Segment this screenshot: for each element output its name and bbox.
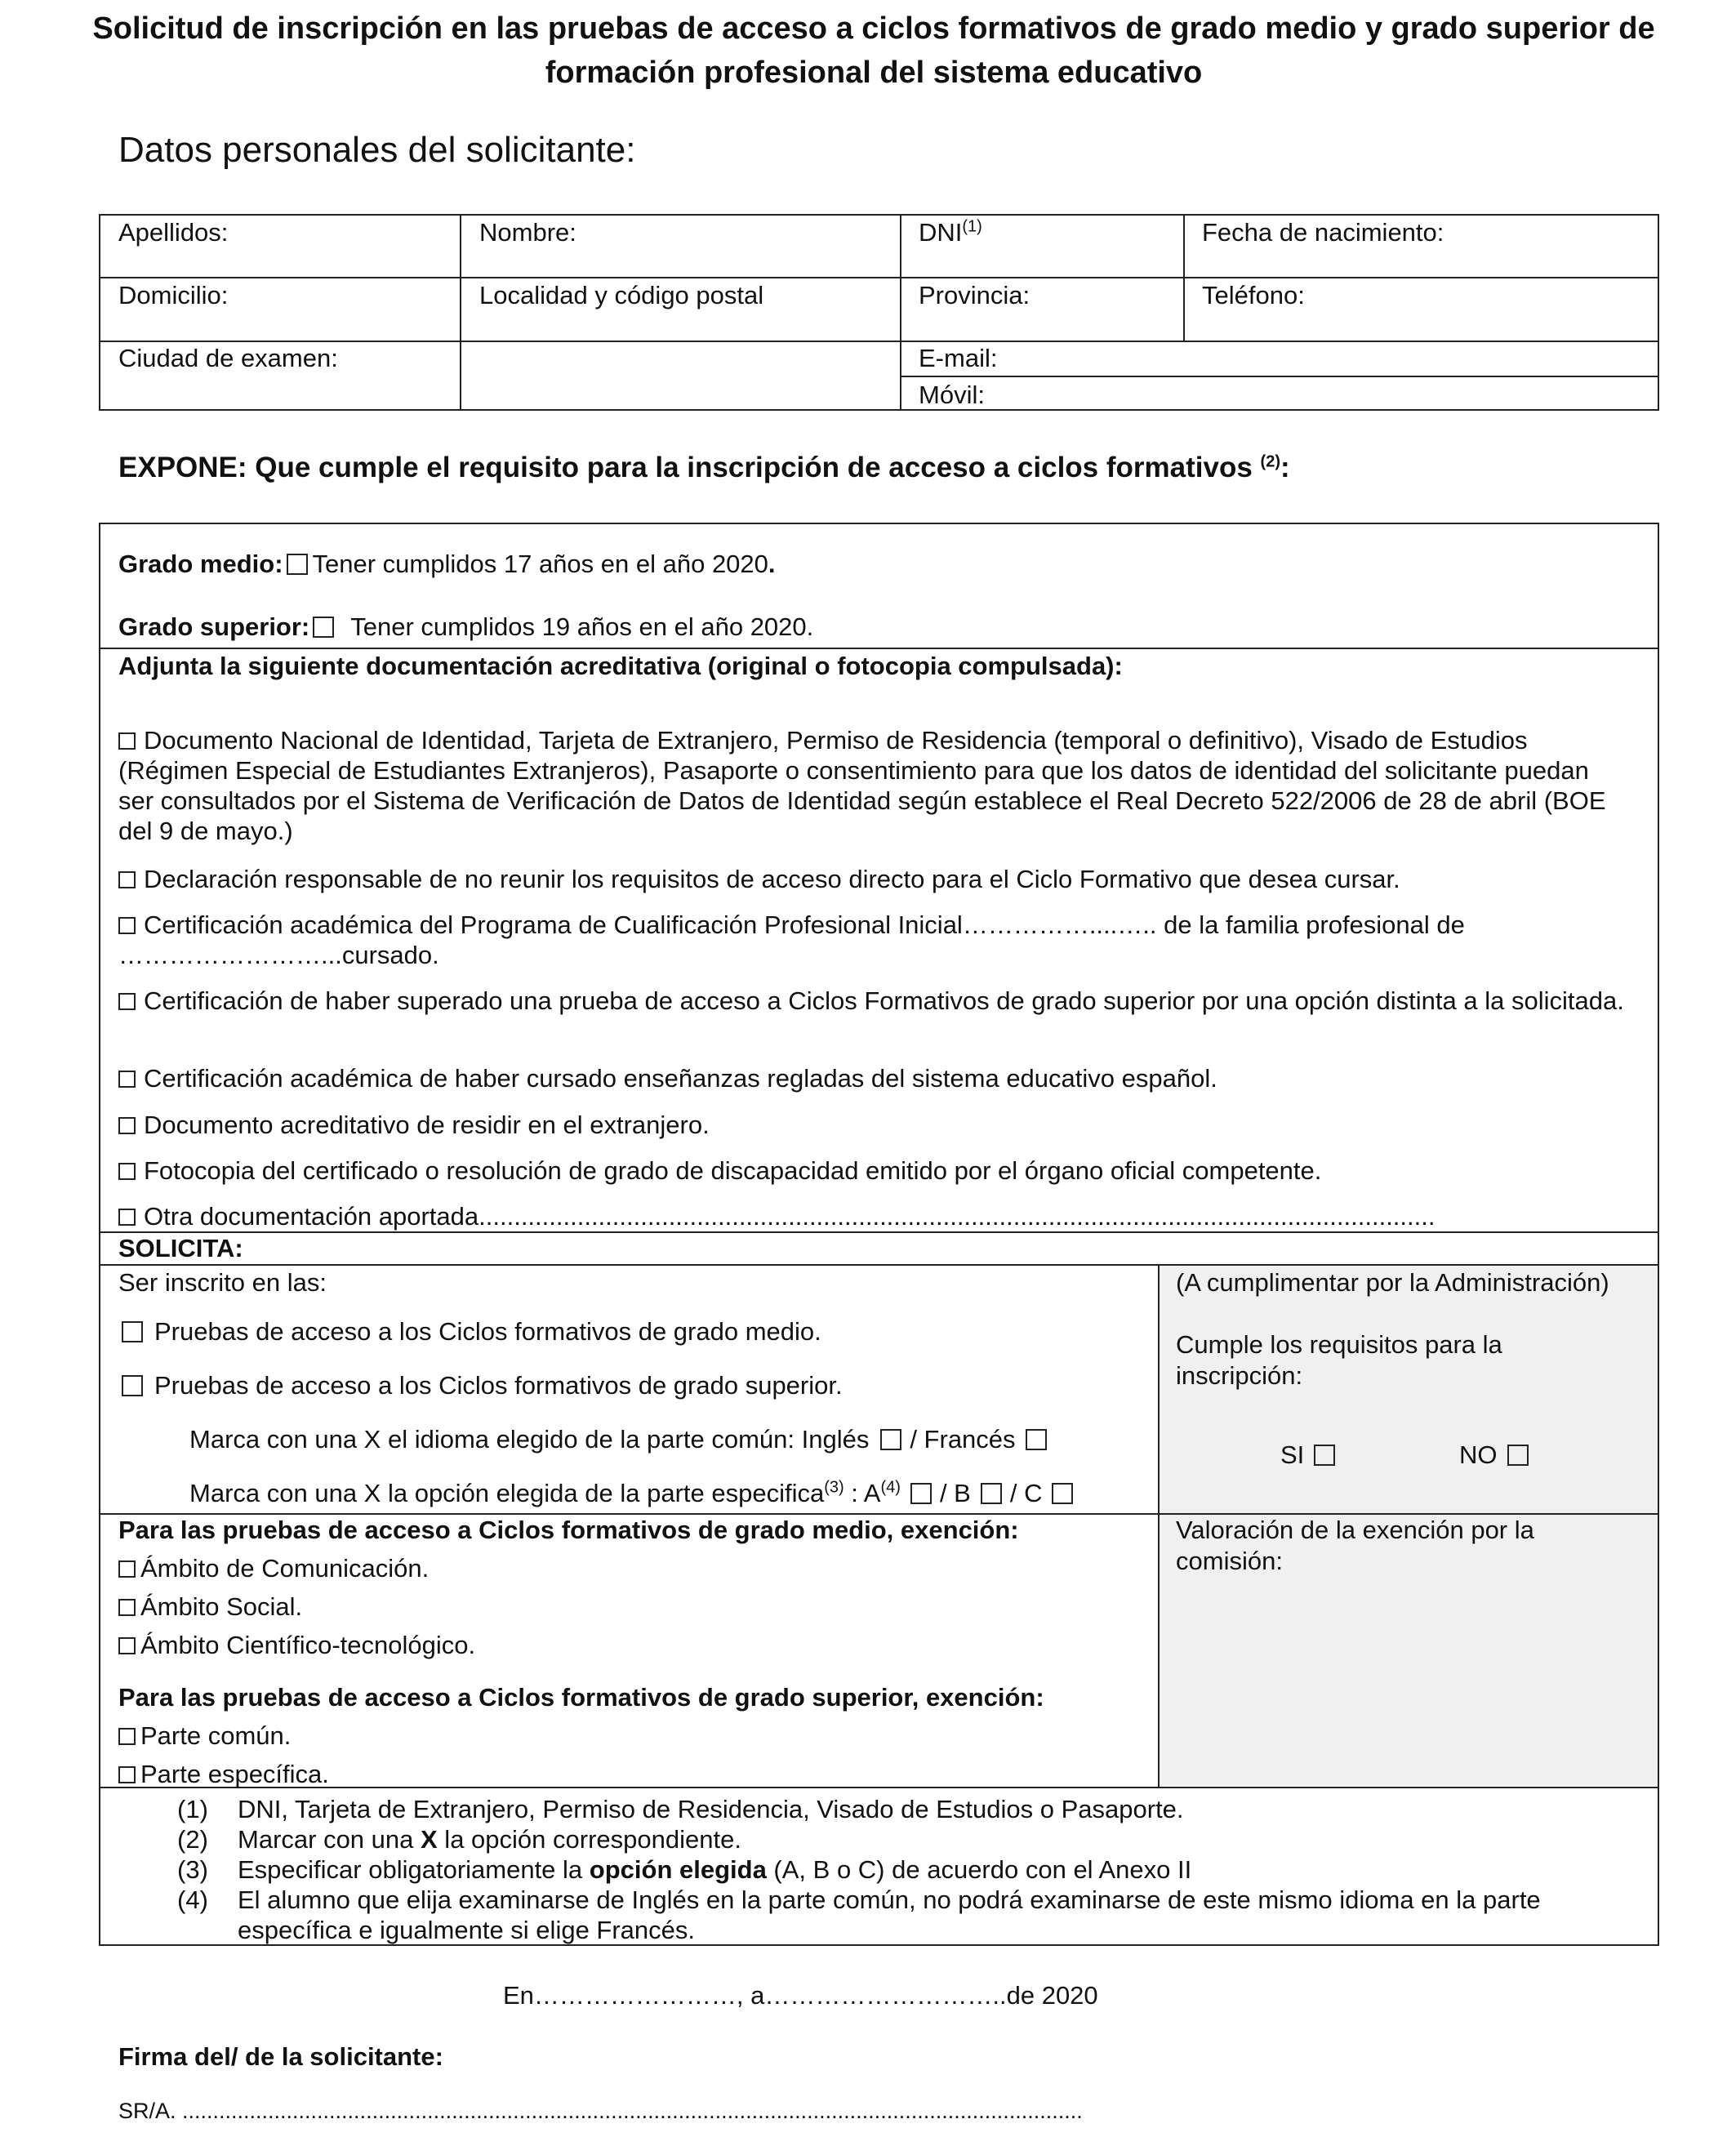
exencion-medio-item bbox=[118, 1553, 429, 1584]
option-grado-medio-label: Pruebas de acceso a los Ciclos formativos de grado medio. bbox=[154, 1317, 821, 1346]
admin-si-label: SI bbox=[1280, 1440, 1305, 1469]
doc-item-text: Fotocopia del certificado o resolución de grado de discapacidad emitido por el órgano oficial competente. bbox=[144, 1156, 1322, 1185]
doc-item bbox=[118, 986, 1629, 1016]
exencion-superior-item bbox=[118, 1721, 291, 1752]
personal-data-heading: Datos personales del solicitante: bbox=[118, 130, 636, 170]
exencion-item-text: Ámbito Científico-tecnológico. bbox=[140, 1631, 476, 1659]
admin-no-label: NO bbox=[1459, 1440, 1498, 1469]
box-divider bbox=[1158, 1264, 1160, 1787]
exencion-checkbox[interactable] bbox=[118, 1637, 136, 1654]
exencion-checkbox[interactable] bbox=[118, 1766, 136, 1783]
exencion-medio-item bbox=[118, 1592, 302, 1623]
signature-label: Firma del/ de la solicitante: bbox=[118, 2042, 443, 2071]
doc-item-text: Certificación académica de haber cursado enseñanzas regladas del sistema educativo español. bbox=[144, 1064, 1217, 1093]
idioma-text: Marca con una X el idioma elegido de la parte común: Inglés bbox=[189, 1425, 870, 1454]
doc-item-text: Otra documentación aportada........................................................................................................................................ bbox=[144, 1202, 1436, 1231]
exencion-checkbox[interactable] bbox=[118, 1599, 136, 1616]
exencion-item-text: Ámbito de Comunicación. bbox=[140, 1554, 430, 1583]
admin-heading: (A cumplimentar por la Administración) bbox=[1176, 1268, 1609, 1297]
exencion-item-text: Parte específica. bbox=[140, 1760, 329, 1788]
grado-medio-label: Grado medio: bbox=[118, 550, 283, 578]
footnote-text-post: la opción correspondiente. bbox=[437, 1825, 741, 1854]
doc-checkbox[interactable] bbox=[118, 993, 136, 1010]
grado-medio-text: Tener cumplidos 17 años en el año 2020 bbox=[312, 550, 768, 578]
footnote-text bbox=[238, 1854, 1626, 1885]
field-ciudad-examen[interactable]: Ciudad de examen: bbox=[118, 344, 338, 372]
exencion-superior-item bbox=[118, 1759, 329, 1790]
opcion-c-label: / C bbox=[1009, 1479, 1043, 1507]
grado-medio-checkbox[interactable] bbox=[287, 554, 308, 575]
doc-item bbox=[118, 1110, 1629, 1140]
admin-no-checkbox[interactable] bbox=[1507, 1445, 1529, 1466]
doc-item bbox=[118, 1063, 1629, 1093]
footnote-text: DNI, Tarjeta de Extranjero, Permiso de Residencia, Visado de Estudios o Pasaporte. bbox=[238, 1795, 1184, 1823]
opcion-selection bbox=[189, 1478, 1078, 1509]
footnote-text-post: (A, B o C) de acuerdo con el Anexo II bbox=[766, 1855, 1192, 1884]
table-divider bbox=[1183, 214, 1185, 341]
dni-label: DNI bbox=[919, 218, 963, 247]
footnote-number: (1) bbox=[177, 1795, 208, 1823]
doc-item-text: Documento acreditativo de residir en el extranjero. bbox=[144, 1111, 710, 1139]
doc-item bbox=[118, 910, 1629, 970]
requisito-grado-medio bbox=[118, 549, 776, 580]
footnote-text-pre: Especificar obligatoriamente la bbox=[238, 1855, 590, 1884]
expone-text: EXPONE: Que cumple el requisito para la inscripción de acceso a ciclos formativos bbox=[118, 452, 1261, 483]
opcion-a-checkbox[interactable] bbox=[910, 1483, 932, 1504]
field-localidad[interactable]: Localidad y código postal bbox=[479, 281, 764, 309]
opcion-note4: (4) bbox=[880, 1478, 901, 1497]
option-grado-medio bbox=[118, 1316, 821, 1347]
opcion-a-label: : A bbox=[844, 1479, 881, 1507]
doc-item-text: Certificación académica del Programa de Cualificación Profesional Inicial……………....….. de la familia profesional de ……………………...cursado. bbox=[118, 910, 1465, 969]
table-divider bbox=[900, 376, 1659, 377]
table-divider bbox=[460, 214, 461, 411]
footnote-text: El alumno que elija examinarse de Inglés en la parte común, no podrá examinarse de este mismo idioma en la parte específica e igualmente si elige Francés. bbox=[238, 1885, 1541, 1944]
doc-checkbox[interactable] bbox=[118, 1117, 136, 1134]
option-grado-superior-label: Pruebas de acceso a los Ciclos formativos de grado superior. bbox=[154, 1371, 843, 1400]
table-divider bbox=[900, 214, 901, 411]
opcion-text: Marca con una X la opción elegida de la parte especifica bbox=[189, 1479, 825, 1507]
grado-medio-dot: . bbox=[768, 550, 776, 578]
grado-superior-checkbox[interactable] bbox=[313, 617, 334, 638]
field-dni[interactable] bbox=[919, 217, 982, 248]
expone-colon: : bbox=[1280, 452, 1290, 483]
exencion-medio-heading: Para las pruebas de acceso a Ciclos formativos de grado medio, exención: bbox=[118, 1516, 1019, 1544]
doc-item bbox=[118, 864, 1629, 894]
frances-checkbox[interactable] bbox=[1026, 1429, 1047, 1450]
doc-checkbox[interactable] bbox=[118, 1209, 136, 1226]
doc-item-text: Certificación de haber superado una prueba de acceso a Ciclos Formativos de grado superior por una opción distinta a la solicitada. bbox=[144, 986, 1624, 1015]
field-telefono[interactable]: Teléfono: bbox=[1202, 281, 1305, 309]
idioma-selection bbox=[189, 1424, 1052, 1455]
opcion-b-label: / B bbox=[939, 1479, 971, 1507]
box-divider bbox=[99, 1787, 1659, 1788]
doc-item bbox=[118, 725, 1629, 846]
admin-si bbox=[1280, 1440, 1340, 1471]
box-divider bbox=[99, 1231, 1659, 1233]
recipient-line[interactable]: SR/A. ................................................................................................................................................... bbox=[118, 2099, 1083, 2123]
ser-inscrito-label: Ser inscrito en las: bbox=[118, 1268, 327, 1297]
footnote-number: (3) bbox=[177, 1855, 208, 1884]
documentacion-heading: Adjunta la siguiente documentación acreditativa (original o fotocopia compulsada): bbox=[118, 652, 1123, 680]
option-grado-superior bbox=[118, 1370, 843, 1401]
dni-note-ref: (1) bbox=[962, 217, 982, 236]
doc-item bbox=[118, 1155, 1629, 1186]
footnote-number: (4) bbox=[177, 1885, 208, 1914]
box-divider bbox=[99, 648, 1659, 649]
doc-checkbox[interactable] bbox=[118, 1163, 136, 1180]
footnote-text-pre: Marcar con una bbox=[238, 1825, 421, 1854]
field-nombre[interactable]: Nombre: bbox=[479, 218, 576, 247]
grado-superior-text: Tener cumplidos 19 años en el año 2020. bbox=[350, 612, 814, 641]
doc-checkbox[interactable] bbox=[118, 917, 136, 934]
doc-checkbox[interactable] bbox=[118, 871, 136, 888]
exencion-superior-heading: Para las pruebas de acceso a Ciclos formativos de grado superior, exención: bbox=[118, 1683, 1044, 1712]
expone-note-ref: (2) bbox=[1260, 452, 1280, 471]
expone-heading bbox=[118, 451, 1290, 485]
option-grado-superior-checkbox[interactable] bbox=[122, 1375, 143, 1396]
table-divider bbox=[99, 277, 1659, 278]
option-grado-medio-checkbox[interactable] bbox=[122, 1321, 143, 1342]
field-provincia[interactable]: Provincia: bbox=[919, 281, 1030, 309]
doc-checkbox[interactable] bbox=[118, 1071, 136, 1088]
footnote-number: (2) bbox=[177, 1825, 208, 1854]
footnote-text-bold: opción elegida bbox=[589, 1855, 767, 1884]
form-title: Solicitud de inscripción en las pruebas de acceso a ciclos formativos de grado medio y grado superior de formación profesional del sistema educativo bbox=[92, 11, 1655, 90]
requisito-grado-superior bbox=[118, 612, 813, 643]
field-apellidos[interactable]: Apellidos: bbox=[118, 218, 229, 247]
admin-valoracion: Valoración de la exención por la comisión: bbox=[1176, 1516, 1534, 1575]
exencion-item-text: Parte común. bbox=[140, 1721, 292, 1750]
doc-checkbox[interactable] bbox=[118, 732, 136, 750]
field-domicilio[interactable]: Domicilio: bbox=[118, 281, 229, 309]
field-fecha-nacimiento[interactable]: Fecha de nacimiento: bbox=[1202, 218, 1444, 247]
grado-superior-label: Grado superior: bbox=[118, 612, 310, 641]
ingles-checkbox[interactable] bbox=[880, 1429, 901, 1450]
box-divider bbox=[99, 1264, 1659, 1266]
admin-cumple-requisitos: Cumple los requisitos para la inscripción: bbox=[1176, 1330, 1502, 1390]
doc-item-text: Declaración responsable de no reunir los requisitos de acceso directo para el Ciclo Formativo que desea cursar. bbox=[144, 865, 1400, 893]
table-divider bbox=[99, 341, 1659, 342]
opcion-note3: (3) bbox=[824, 1478, 844, 1497]
footnote-text-bold: X bbox=[421, 1825, 438, 1854]
footnote-text bbox=[238, 1824, 1626, 1854]
opcion-b-checkbox[interactable] bbox=[981, 1483, 1002, 1504]
exencion-checkbox[interactable] bbox=[118, 1728, 136, 1745]
admin-si-checkbox[interactable] bbox=[1314, 1445, 1335, 1466]
opcion-c-checkbox[interactable] bbox=[1052, 1483, 1073, 1504]
admin-no bbox=[1459, 1440, 1533, 1471]
exencion-checkbox[interactable] bbox=[118, 1560, 136, 1578]
doc-item-text: Documento Nacional de Identidad, Tarjeta de Extranjero, Permiso de Residencia (temporal o definitivo), Visado de Estudios (Régimen Especial de Estudiantes Extranjeros), Pasaporte o consentimiento para que los datos de identidad del solicitante puedan ser consultados por el Sistema de Verificación de Datos de Identidad según establece el Real Decreto 522/2006 de 28 de abril (BOE del 9 de mayo.) bbox=[118, 726, 1606, 845]
field-movil[interactable]: Móvil: bbox=[919, 381, 985, 409]
solicita-heading: SOLICITA: bbox=[118, 1234, 243, 1262]
place-date-line[interactable]: En……………………, a………………………..de 2020 bbox=[503, 1981, 1098, 2010]
frances-label: / Francés bbox=[910, 1425, 1016, 1454]
field-email[interactable]: E-mail: bbox=[919, 344, 998, 372]
doc-item bbox=[118, 1201, 1629, 1231]
exencion-medio-item bbox=[118, 1630, 475, 1661]
exencion-item-text: Ámbito Social. bbox=[140, 1592, 303, 1621]
